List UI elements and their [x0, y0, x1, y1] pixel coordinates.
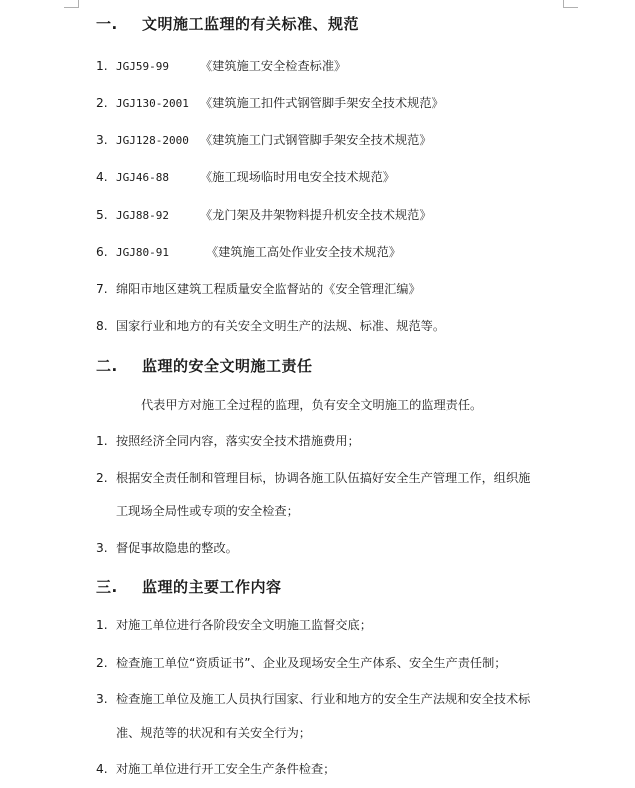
standard-code: JGJ59-99 — [116, 60, 169, 73]
item-continuation: 准、规范等的状况和有关安全行为； — [116, 726, 311, 740]
item-text: 检查施工单位及施工人员执行国家、行业和地方的安全生产法规和安全技术标 — [116, 692, 531, 706]
standard-code: JGJ80-91 — [116, 246, 169, 259]
standard-code: JGJ46-88 — [116, 171, 169, 184]
standard-title: 《龙门架及井架物料提升机安全技术规范》 — [200, 208, 432, 222]
list-item — [96, 616, 372, 633]
list-item — [96, 168, 395, 185]
item-number: 6. — [96, 245, 108, 259]
standard-code: JGJ130-2001 — [116, 97, 189, 110]
list-item — [96, 243, 401, 260]
list-item — [96, 539, 238, 556]
item-number: 4. — [96, 762, 108, 776]
section-number: 三. — [96, 578, 118, 596]
standard-code: JGJ128-2000 — [116, 134, 189, 147]
item-text: 绵阳市地区建筑工程质量安全监督站的《安全管理汇编》 — [116, 282, 421, 296]
item-number: 4. — [96, 170, 108, 184]
list-item — [96, 690, 530, 707]
item-number: 3. — [96, 692, 108, 706]
item-text: 对施工单位进行开工安全生产条件检查； — [116, 762, 336, 776]
item-text: 按照经济全同内容，落实安全技术措施费用； — [116, 434, 360, 448]
section-title: 文明施工监理的有关标准、规范 — [142, 15, 360, 33]
standard-title: 《建筑施工高处作业安全技术规范》 — [206, 245, 401, 259]
standard-code: JGJ88-92 — [116, 209, 169, 222]
item-number: 5. — [96, 208, 108, 222]
list-item — [96, 432, 360, 449]
item-text: 对施工单位进行各阶段安全文明施工监督交底； — [116, 618, 372, 632]
item-text: 督促事故隐患的整改。 — [116, 541, 238, 555]
item-text: 国家行业和地方的有关安全文明生产的法规、标准、规范等。 — [116, 319, 446, 333]
standard-title: 《施工现场临时用电安全技术规范》 — [200, 170, 395, 184]
list-item — [96, 469, 530, 486]
list-item — [96, 57, 346, 74]
item-number: 7. — [96, 282, 108, 296]
list-item — [96, 317, 445, 334]
item-number: 2. — [96, 656, 108, 670]
list-item — [96, 94, 444, 111]
standard-title: 《建筑施工门式钢管脚手架安全技术规范》 — [200, 133, 432, 147]
item-number: 1. — [96, 434, 108, 448]
item-number: 8. — [96, 319, 108, 333]
item-number: 2. — [96, 471, 108, 485]
item-text: 检查施工单位“资质证书”、企业及现场安全生产体系、安全生产责任制； — [116, 656, 507, 670]
crop-mark-top-right — [563, 0, 578, 8]
item-number: 2. — [96, 96, 108, 110]
crop-mark-top-left — [64, 0, 79, 8]
item-number: 1. — [96, 59, 108, 73]
section-number: 一. — [96, 15, 118, 33]
list-item — [96, 654, 506, 671]
section-3-heading — [96, 576, 282, 597]
list-item — [96, 131, 432, 148]
section-1-heading — [96, 13, 359, 34]
list-item — [96, 760, 335, 777]
item-number: 3. — [96, 133, 108, 147]
list-item — [96, 280, 421, 297]
standard-title: 《建筑施工安全检查标准》 — [200, 59, 347, 73]
section-intro: 代表甲方对施工全过程的监理，负有安全文明施工的监理责任。 — [141, 398, 483, 412]
item-continuation: 工现场全局性或专项的安全检查； — [116, 504, 299, 518]
standard-title: 《建筑施工扣件式钢管脚手架安全技术规范》 — [200, 96, 444, 110]
item-number: 1. — [96, 618, 108, 632]
section-2-heading — [96, 355, 313, 376]
section-number: 二. — [96, 357, 118, 375]
item-number: 3. — [96, 541, 108, 555]
item-text: 根据安全责任制和管理目标，协调各施工队伍搞好安全生产管理工作，组织施 — [116, 471, 531, 485]
list-item — [96, 206, 432, 223]
section-title: 监理的主要工作内容 — [142, 578, 282, 596]
section-title: 监理的安全文明施工责任 — [142, 357, 313, 375]
